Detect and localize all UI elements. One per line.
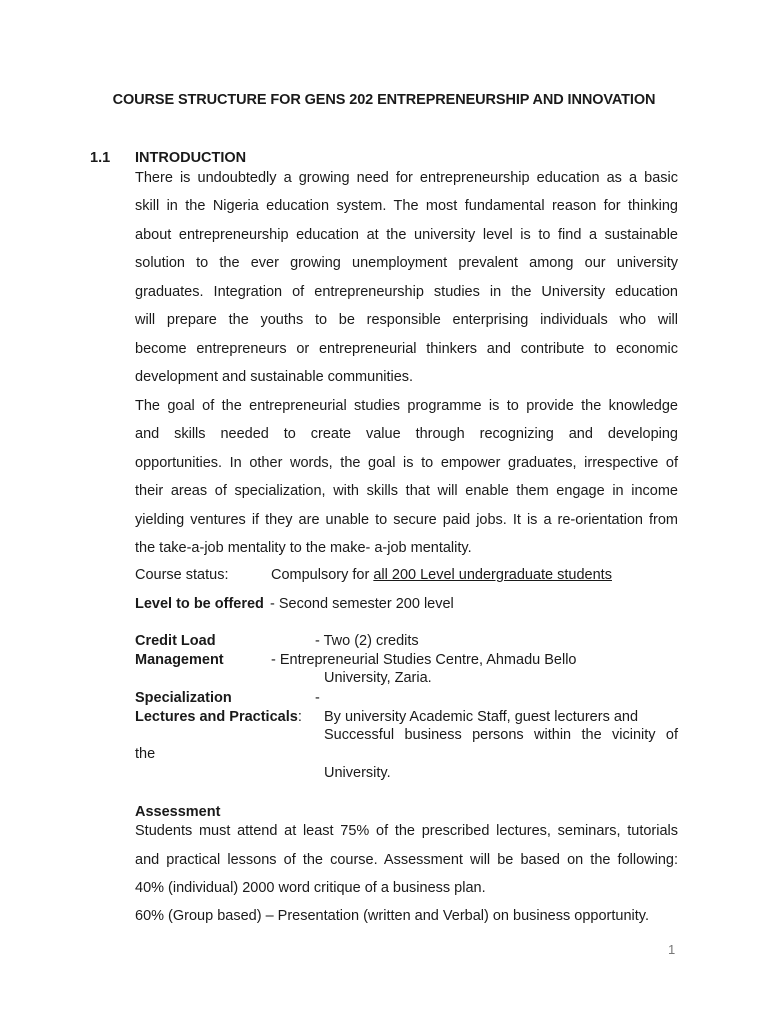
course-status-prefix: Compulsory for xyxy=(271,567,374,583)
course-status-audience: all 200 Level undergraduate students xyxy=(373,567,612,583)
lectures-line4: University. xyxy=(324,765,391,781)
assessment-line: 40% (individual) 2000 word critique of a business plan. xyxy=(135,880,486,896)
intro-line: graduates. Integration of entrepreneurship studies in the University education xyxy=(135,284,678,300)
lectures-colon: : xyxy=(297,709,302,725)
goal-line: the take-a-job mentality to the make- a-job mentality. xyxy=(135,540,472,556)
section-number: 1.1 xyxy=(90,150,111,166)
level-value: - Second semester 200 level xyxy=(270,596,454,612)
page-number: 1 xyxy=(668,942,676,957)
management-label: Management xyxy=(135,652,224,668)
section-heading: INTRODUCTION xyxy=(135,150,247,166)
document-title: COURSE STRUCTURE FOR GENS 202 ENTREPRENEURSHIP AND INNOVATION xyxy=(112,92,656,108)
intro-line: will prepare the youths to be responsible enterprising individuals who will xyxy=(135,312,678,328)
lectures-label: Lectures and Practicals xyxy=(135,709,298,725)
credit-value: - Two (2) credits xyxy=(315,633,419,649)
level-label: Level to be offered xyxy=(135,596,264,612)
management-value-line2: University, Zaria. xyxy=(324,670,432,686)
course-status-label: Course status: xyxy=(135,567,229,583)
intro-line: skill in the Nigeria education system. The most fundamental reason for thinking xyxy=(135,198,678,214)
goal-line: and skills needed to create value through recognizing and developing xyxy=(135,426,678,442)
goal-line: yielding ventures if they are unable to secure paid jobs. It is a re-orientation from xyxy=(135,512,678,528)
assessment-line: 60% (Group based) – Presentation (written and Verbal) on business opportunity. xyxy=(135,908,649,924)
lectures-label-row xyxy=(135,709,302,725)
goal-line: opportunities. In other words, the goal is to empower graduates, irrespective of xyxy=(135,455,678,471)
lectures-line3: the xyxy=(135,746,156,762)
lectures-line2: Successful business persons within the vicinity of xyxy=(324,727,678,743)
assessment-line: Students must attend at least 75% of the prescribed lectures, seminars, tutorials xyxy=(135,823,678,839)
assessment-line: and practical lessons of the course. Assessment will be based on the following: xyxy=(135,852,678,868)
intro-line: become entrepreneurs or entrepreneurial thinkers and contribute to economic xyxy=(135,341,678,357)
goal-line: their areas of specialization, with skills that will enable them engage in income xyxy=(135,483,678,499)
intro-line: development and sustainable communities. xyxy=(135,369,414,385)
intro-line: solution to the ever growing unemployment prevalent among our university xyxy=(135,255,678,271)
goal-line: The goal of the entrepreneurial studies programme is to provide the knowledge xyxy=(135,398,678,414)
lectures-line1: By university Academic Staff, guest lecturers and xyxy=(324,709,639,725)
management-value-line1: - Entrepreneurial Studies Centre, Ahmadu Bello xyxy=(271,652,577,668)
course-status-value xyxy=(271,567,612,583)
intro-line: about entrepreneurship education at the university level is to find a sustainable xyxy=(135,227,678,243)
intro-line: There is undoubtedly a growing need for entrepreneurship education as a basic xyxy=(135,170,678,186)
specialization-label: Specialization xyxy=(135,690,232,706)
assessment-heading: Assessment xyxy=(135,804,221,820)
specialization-value: - xyxy=(315,690,320,706)
credit-label: Credit Load xyxy=(135,633,216,649)
